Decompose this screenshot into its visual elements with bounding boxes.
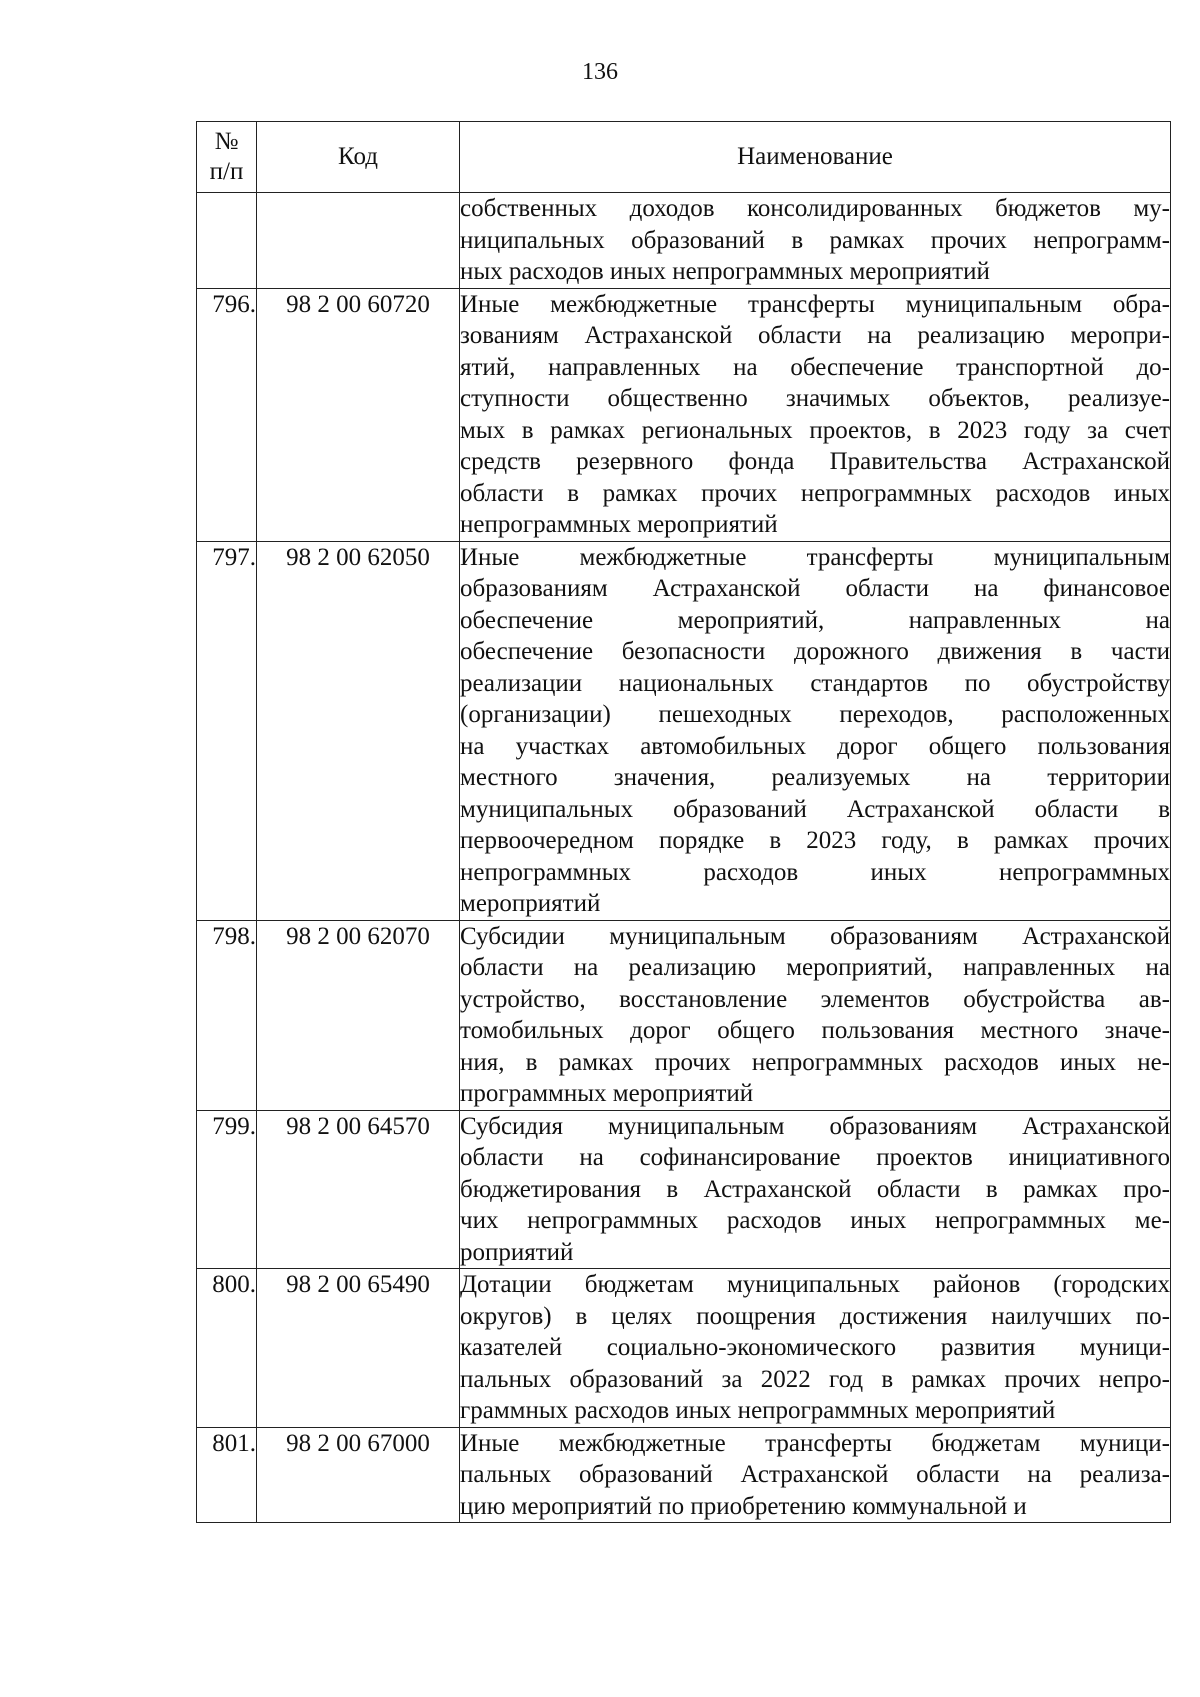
table-row [197, 920, 1171, 1110]
name-text-line: мероприятий [460, 890, 601, 917]
name-text-line: граммных расходов иных непрограммных мероприятий [460, 1397, 1056, 1424]
row-name-cell [460, 1427, 1171, 1523]
name-text-line: ных расходов иных непрограммных мероприятий [460, 258, 990, 285]
table-row [197, 288, 1171, 541]
row-name-cell [460, 541, 1171, 920]
name-text-line: первоочередном порядке в 2023 году, в рамках прочих [460, 827, 1170, 854]
name-text-line: цию мероприятий по приобретению коммунальной и [460, 1492, 1027, 1520]
page-number: 136 [582, 59, 618, 85]
row-name-cell [460, 193, 1171, 289]
row-code-cell: 98 2 00 64570 [257, 1110, 460, 1269]
table-row [197, 1427, 1171, 1523]
name-text-line: реализации национальных стандартов по обустройству [460, 669, 1170, 697]
table-header-row [197, 122, 1171, 193]
name-text-line: на участках автомобильных дорог общего пользования [460, 732, 1170, 760]
name-text-line: (организации) пешеходных переходов, расположенных [460, 701, 1170, 728]
budget-table [196, 121, 1171, 1523]
header-num: № п/п [197, 122, 257, 193]
row-number-cell [197, 193, 257, 289]
table-row [197, 193, 1171, 289]
name-text-line: обеспечение безопасности дорожного движения в части [460, 638, 1170, 665]
table-row [197, 1110, 1171, 1269]
table-row [197, 541, 1171, 920]
name-text-line: мых в рамках региональных проектов, в 2023 году за счет [460, 416, 1170, 444]
row-name-cell [460, 1269, 1171, 1428]
header-code: Код [257, 122, 460, 193]
table-body [197, 193, 1171, 1523]
row-code-cell: 98 2 00 65490 [257, 1269, 460, 1428]
name-text-line: средств резервного фонда Правительства Астраханской [460, 448, 1170, 475]
row-code-cell [257, 193, 460, 289]
table-row [197, 1269, 1171, 1428]
row-code-cell: 98 2 00 62070 [257, 920, 460, 1110]
name-text-line: округов) в целях поощрения достижения наилучших по- [460, 1302, 1170, 1330]
name-text-line: обеспечение мероприятий, направленных на [460, 606, 1170, 634]
row-number-cell: 796. [197, 288, 257, 541]
name-text-line: чих непрограммных расходов иных непрограммных ме- [460, 1207, 1170, 1234]
name-text-line: образованиям Астраханской области на финансовое [460, 575, 1170, 602]
name-text-line: ния, в рамках прочих непрограммных расходов иных не- [460, 1048, 1170, 1076]
row-code-cell: 98 2 00 62050 [257, 541, 460, 920]
name-text-line: роприятий [460, 1238, 574, 1266]
row-number-cell: 797. [197, 541, 257, 920]
row-name-cell [460, 1110, 1171, 1269]
name-text-line: Дотации бюджетам муниципальных районов (городских [460, 1271, 1170, 1298]
name-text-line: собственных доходов консолидированных бюджетов му- [460, 195, 1170, 222]
name-text-line: программных мероприятий [460, 1080, 754, 1107]
name-text-line: области на реализацию мероприятий, направленных на [460, 954, 1170, 981]
header-name: Наименование [460, 122, 1171, 193]
name-text-line: ниципальных образований в рамках прочих непрограмм- [460, 226, 1170, 254]
name-text-line: устройство, восстановление элементов обустройства ав- [460, 985, 1170, 1013]
row-number-cell: 801. [197, 1427, 257, 1523]
row-number-cell: 799. [197, 1110, 257, 1269]
row-number-cell: 800. [197, 1269, 257, 1428]
row-code-cell: 98 2 00 67000 [257, 1427, 460, 1523]
name-text-line: казателей социально-экономического развития муници- [460, 1334, 1170, 1361]
name-text-line: непрограммных мероприятий [460, 511, 778, 538]
name-text-line: томобильных дорог общего пользования местного значе- [460, 1017, 1170, 1044]
name-text-line: Иные межбюджетные трансферты бюджетам муници- [460, 1429, 1170, 1457]
name-text-line: пальных образований Астраханской области на реализа- [460, 1461, 1170, 1488]
row-name-cell [460, 920, 1171, 1110]
row-name-cell [460, 288, 1171, 541]
name-text-line: непрограммных расходов иных непрограммных [460, 858, 1170, 886]
name-text-line: Субсидия муниципальным образованиям Астраханской [460, 1112, 1170, 1140]
name-text-line: области в рамках прочих непрограммных расходов иных [460, 479, 1170, 507]
name-text-line: Иные межбюджетные трансферты муниципальным [460, 543, 1170, 571]
name-text-line: Иные межбюджетные трансферты муниципальным обра- [460, 290, 1170, 318]
name-text-line: ятий, направленных на обеспечение транспортной до- [460, 353, 1170, 381]
name-text-line: пальных образований за 2022 год в рамках прочих непро- [460, 1365, 1170, 1393]
name-text-line: бюджетирования в Астраханской области в рамках про- [460, 1175, 1170, 1203]
name-text-line: области на софинансирование проектов инициативного [460, 1144, 1170, 1171]
name-text-line: местного значения, реализуемых на территории [460, 764, 1170, 791]
row-code-cell: 98 2 00 60720 [257, 288, 460, 541]
name-text-line: зованиям Астраханской области на реализацию меропри- [460, 322, 1170, 349]
name-text-line: муниципальных образований Астраханской области в [460, 795, 1170, 823]
name-text-line: Субсидии муниципальным образованиям Астраханской [460, 922, 1170, 950]
name-text-line: ступности общественно значимых объектов, реализуе- [460, 385, 1170, 412]
row-number-cell: 798. [197, 920, 257, 1110]
